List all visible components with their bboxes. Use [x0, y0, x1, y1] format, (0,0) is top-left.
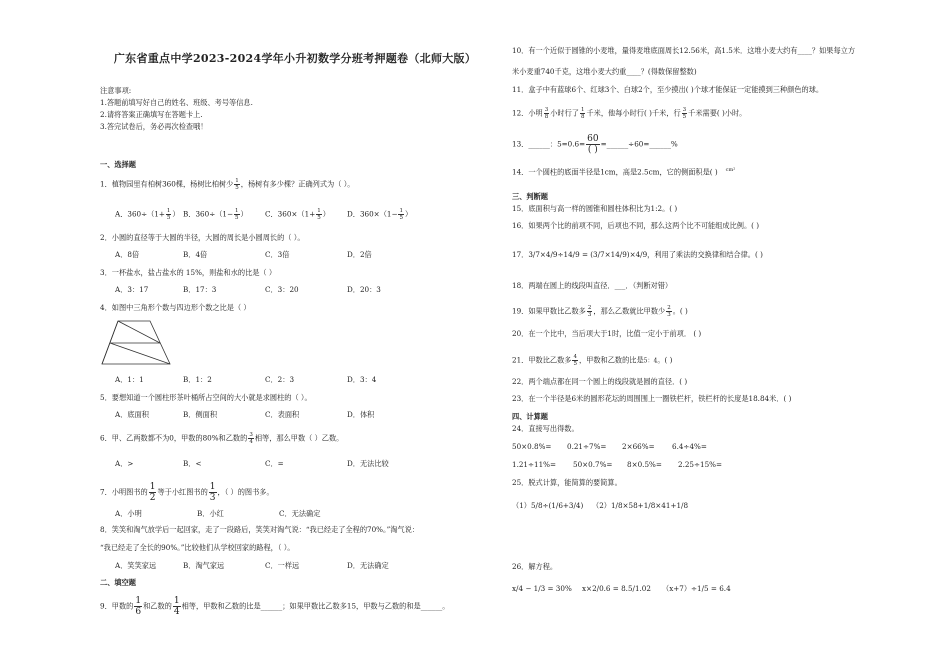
question-3: 3．一杯盐水，盐占盐水的 15%，则盐和水的比是（ ）	[100, 268, 277, 277]
section-heading: 二、填空题	[100, 578, 136, 587]
q26-equation-2: x×2/0.6 = 8.5/1.02	[582, 584, 651, 593]
question-2: 2．小圆的直径等于大圆的半径，大圆的周长是小圆周长的（ ）。	[100, 233, 305, 242]
q4-option-c[interactable]: C．2：3	[265, 375, 295, 384]
section-heading: 四、计算题	[512, 412, 548, 421]
question-26: 26．解方程。	[512, 562, 558, 571]
q2-option-b[interactable]: B．4倍	[183, 250, 208, 259]
question-21: 21．甲数比乙数多 $\frac{4}{5}$ ，甲数和乙数的比是5：4。( )	[512, 354, 673, 367]
question-1	[100, 178, 354, 191]
q25-part-2: （2）1/8×58+1/8×41+1/8	[592, 501, 689, 510]
calc-item: 50×0.7%=	[573, 460, 613, 469]
question-9: 9．甲数的 $\frac{1}{6}$ 和乙数的 $\frac{1}{4}$ 相等，甲数和乙数的比是______；如果甲数比乙数多15，甲数与乙数的和是______。	[100, 596, 450, 617]
calc-item: 50×0.8%=	[512, 442, 552, 451]
question-11: 11．盒子中有蓝球6个、红球3个、白球2个，至少摸出( )个球才能保证一定能摸到三种颜色的球。	[512, 85, 824, 94]
question-14: 14．一个圆柱的底面半径是1cm，高是2.5cm，它的侧面积是( ) $^{cm^2}$	[512, 167, 736, 177]
q5-option-a[interactable]: A．底面积	[115, 410, 149, 419]
q7-fraction-1: $\frac{1}{2}$	[149, 482, 156, 503]
q8-option-a[interactable]: A．笑笑家远	[115, 561, 157, 570]
q5-option-b[interactable]: B．侧面积	[183, 410, 218, 419]
question-12: 12．小明 $\frac{3}{8}$ 小时行了 $\frac{1}{8}$ 千米，他每小时行( )千米，行 $\frac{3}{5}$ 千米需要( )小时。	[512, 107, 747, 120]
notes-item: 3.答完试卷后，务必再次检查哦！	[100, 122, 208, 131]
question-19: 19．如果甲数比乙数多 $\frac{2}{3}$ ，那么乙数就比甲数少 $\frac{2}{3}$ 。( )	[512, 305, 688, 318]
question-23: 23．在一个半径是6米的圆形花坛的周围围上一圈铁栏杆，铁栏杆的长度是18.84米．( )	[512, 394, 792, 403]
q4-option-a[interactable]: A．1：1	[115, 375, 144, 384]
calc-item: 1.21÷11%=	[512, 460, 557, 469]
diagonal-line-1	[118, 321, 160, 343]
diagonal-line-2	[110, 343, 170, 364]
q4-option-b[interactable]: B．1：2	[183, 375, 212, 384]
q13-fraction: $\frac{60}{( )}$	[587, 134, 599, 155]
q1-option-c[interactable]: C．360×（1+ $\frac{1}{5}$ ）	[265, 208, 330, 221]
q7-option-c[interactable]: C．无法确定	[279, 509, 321, 518]
q1-fraction: $\frac{1}{5}$	[235, 178, 239, 191]
q7-option-a[interactable]: A．小明	[115, 509, 142, 518]
q6-option-a[interactable]: A．>	[115, 459, 134, 468]
question-24: 24．直接写出得数。	[512, 424, 579, 433]
q6-option-d[interactable]: D．无法比较	[347, 459, 389, 468]
question-25: 25．脱式计算，能简算的要简算。	[512, 478, 622, 487]
question-22: 22．两个端点都在同一个圆上的线段就是圆的直径．( )	[512, 377, 688, 386]
q26-equation-3: （x+7）÷1/5 = 6.4	[662, 584, 731, 593]
q5-option-d[interactable]: D．体积	[347, 410, 375, 419]
notes-item: 2.请将答案正确填写在答题卡上.	[100, 110, 203, 119]
q3-option-a[interactable]: A．3：17	[115, 285, 149, 294]
notes-item: 1.答题前填写好自己的姓名、班级、考号等信息.	[100, 98, 253, 107]
q2-option-a[interactable]: A．8倍	[115, 250, 140, 259]
trapezoid-left-side	[102, 321, 118, 364]
q6-option-b[interactable]: B．<	[183, 459, 202, 468]
question-13: 13．______：5=0.6= $\frac{60}{( )}$ =______÷60=______%	[512, 134, 678, 155]
q7-option-b[interactable]: B．小红	[197, 509, 224, 518]
question-7: 7．小明图书的 $\frac{1}{2}$ 等于小红图书的 $\frac{1}{3}$ ，（ ）的图书多。	[100, 482, 274, 503]
question-18: 18．两端在圆上的线段叫直径．___．（判断对错）	[512, 281, 673, 290]
question-10-line-2: 米小麦重740千克，这堆小麦大约重____？(得数保留整数)	[512, 67, 697, 76]
q1-option-d[interactable]: D．360×（1− $\frac{1}{5}$ ）	[347, 208, 413, 221]
q5-option-c[interactable]: C．表面积	[265, 410, 300, 419]
question-4: 4．如图中三角形个数与四边形个数之比是（ ）	[100, 303, 251, 312]
q1-text-b: ，杨树有多少棵？正确列式为（ ）。	[240, 179, 355, 189]
q25-part-1: （1）5/8÷(1/6+3/4)	[512, 501, 584, 510]
q7-fraction-2: $\frac{1}{3}$	[209, 482, 216, 503]
q8-option-d[interactable]: D．无法确定	[347, 561, 389, 570]
q1-option-a[interactable]: A．360÷（1+ $\frac{1}{5}$ ）	[115, 208, 180, 221]
q2-option-c[interactable]: C．3倍	[265, 250, 290, 259]
question-20: 20．在一个比中，当后项大于1时，比值一定小于前项． ( )	[512, 329, 702, 338]
calc-item: 2.25÷15%=	[678, 460, 723, 469]
calc-item: 8×0.5%=	[627, 460, 662, 469]
question-6: 6．甲、乙两数都不为0，甲数的80%和乙数的 $\frac{3}{4}$ 相等，那么甲数（ ）乙数。	[100, 432, 344, 445]
question-15: 15．底面积与高一样的圆锥和圆柱体积比为1:2。( )	[512, 204, 678, 213]
trapezoid-figure	[100, 318, 172, 368]
q3-option-d[interactable]: D．20：3	[347, 285, 381, 294]
section-heading: 一、选择题	[100, 160, 136, 169]
question-8-line-2: “我已经走了全长的90%。”比较他们从学校回家的路程，（ ）。	[100, 543, 295, 552]
q6-option-c[interactable]: C．=	[265, 459, 284, 468]
q6-fraction: $\frac{3}{4}$	[249, 432, 253, 445]
notes-header: 注意事项:	[100, 86, 132, 95]
question-8-line-1: 8．笑笑和淘气放学后一起回家，走了一段路后，笑笑对淘气说：“我已经走了全程的70%。”淘气说：	[100, 525, 419, 534]
q8-option-b[interactable]: B．淘气家远	[183, 561, 225, 570]
calc-item: 6.4÷4%=	[672, 442, 707, 451]
q8-option-c[interactable]: C．一样远	[265, 561, 300, 570]
calc-item: 2×66%=	[622, 442, 655, 451]
q3-option-c[interactable]: C．3：20	[265, 285, 299, 294]
q1-text: 1．植物园里有柏树360棵，杨树比柏树少	[100, 179, 234, 189]
question-10-line-1: 10．有一个近似于圆锥的小麦堆，量得麦堆底面周长12.56米，高1.5米．这堆小麦大约有____？如果每立方	[512, 46, 856, 55]
q1-option-b[interactable]: B．360÷（1− $\frac{1}{5}$ ）	[183, 208, 248, 221]
question-17: 17．3/7×4/9÷14/9 = (3/7×14/9)×4/9，利用了乘法的交换律和结合律。( )	[512, 250, 763, 259]
q2-option-d[interactable]: D．2倍	[347, 250, 372, 259]
q4-option-d[interactable]: D．3：4	[347, 375, 377, 384]
calc-item: 0.21÷7%=	[567, 442, 607, 451]
question-16: 16．如果两个比的前项不同，后项也不同，那么这两个比不可能组成比例。( )	[512, 221, 760, 230]
page-title: 广东省重点中学2023-2024学年小升初数学分班考押题卷（北师大版）	[113, 52, 477, 65]
q26-equation-1: x/4 − 1/3 = 30%	[512, 584, 572, 593]
question-5: 5．要想知道一个圆柱形茶叶桶所占空间的大小就是求圆柱的（ ）。	[100, 393, 312, 402]
section-heading: 三、判断题	[512, 192, 548, 201]
q3-option-b[interactable]: B．17：3	[183, 285, 217, 294]
